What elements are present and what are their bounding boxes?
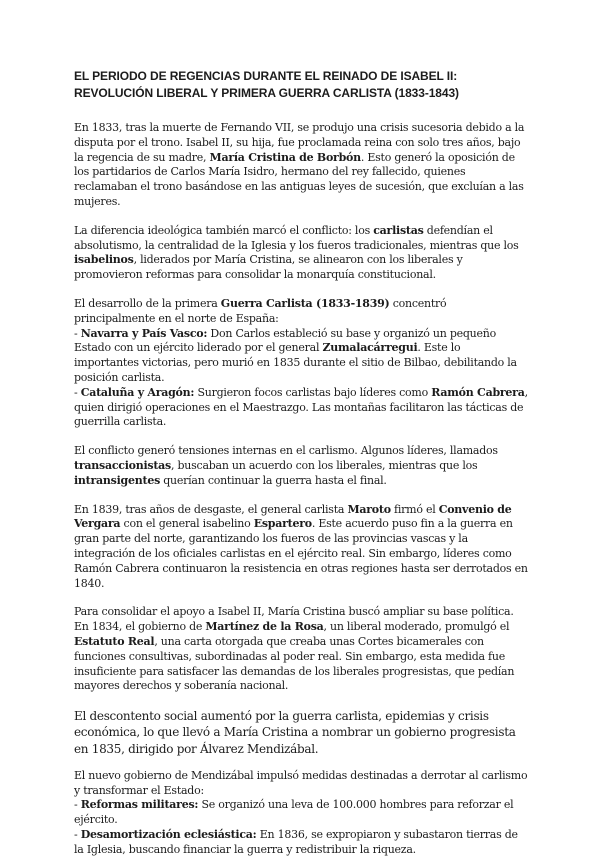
bold-term: transaccionistas xyxy=(74,458,172,472)
text-run: con el general isabelino xyxy=(120,517,254,531)
text-run: En 1839, tras años de desgaste, el general carlista xyxy=(74,502,348,516)
bold-term: Maroto xyxy=(347,502,391,516)
paragraph-convenio-vergara xyxy=(74,503,528,592)
bold-term: María Cristina de Borbón xyxy=(209,150,361,164)
bold-term: Reformas militares: xyxy=(80,798,199,812)
text-run: . Este acuerdo puso fin a la guerra en gran parte del norte, garantizando los fueros de las provincias vascas y la integración de los oficiales carlistas en el ejército real. Sin embargo, líderes como Ramón Cabrera continuaron la resistencia en otras regiones hasta ser derrotados en 1840. xyxy=(74,517,528,590)
text-run: En 1833, tras la muerte de Fernando VII, se produjo una crisis sucesoria debido a la disputa por el trono. Isabel II, su hija, fue proclamada reina con solo tres años, bajo la regencia de su madre, xyxy=(74,121,525,164)
bold-term: Espartero xyxy=(253,517,312,531)
bold-term: Martínez de la Rosa xyxy=(205,620,324,634)
list-dash: - xyxy=(74,326,81,340)
bold-term: Convenio de Vergara xyxy=(74,502,512,531)
text-run: querían continuar la guerra hasta el final. xyxy=(160,473,387,487)
text-run: . Este lo importantes victorias, pero murió en 1835 durante el sitio de Bilbao, debilitando la posición carlista. xyxy=(74,341,517,384)
text-run: Surgieron focos carlistas bajo líderes como xyxy=(194,385,432,399)
bold-term: Desamortización eclesiástica: xyxy=(80,827,257,841)
paragraph-tensiones-internas xyxy=(74,444,528,488)
bold-term: carlistas xyxy=(373,223,424,237)
bold-term: Navarra y País Vasco: xyxy=(80,326,208,340)
text-run: , quien dirigió operaciones en el Maestrazgo. Las montañas facilitaron las tácticas de guerrilla carlista. xyxy=(74,385,528,429)
text-run: Don Carlos estableció su base y organizó un pequeño Estado con un ejército liderado por el general xyxy=(74,326,496,355)
text-run: . Esto generó la oposición de los partidarios de Carlos María Isidro, hermano del rey fallecido, quienes reclamaban el trono basándose en las antiguas leyes de sucesión, que excluían a las mujeres. xyxy=(74,150,524,208)
paragraph-crisis-sucesoria xyxy=(74,121,528,210)
bold-term: isabelinos xyxy=(74,253,134,267)
text-run: concentró principalmente en el norte de España: xyxy=(74,296,447,325)
text-run: Se organizó una leva de 100.000 hombres para reforzar el ejército. xyxy=(74,798,514,827)
text-run: , liderados por María Cristina, se alinearon con los liberales y promovieron reformas para consolidar la monarquía constitucional. xyxy=(74,253,463,282)
list-dash: - xyxy=(74,385,81,399)
text-run: El nuevo gobierno de Mendizábal impulsó medidas destinadas a derrotar al carlismo y transformar el Estado: xyxy=(74,768,528,797)
text-run: El desarrollo de la primera xyxy=(74,296,221,310)
bold-term: Guerra Carlista (1833-1839) xyxy=(220,296,390,310)
bold-term: intransigentes xyxy=(74,473,161,487)
text-run: , un liberal moderado, promulgó el xyxy=(323,620,510,634)
text-run: , una carta otorgada que creaba unas Cortes bicamerales con funciones consultivas, subordinadas al poder real. Sin embargo, esta medida fue insuficiente para satisfacer las demandas de los liberales progresistas, que pedían mayores derechos y soberanía nacional. xyxy=(74,634,515,693)
text-run: El descontento social aumentó por la guerra carlista, epidemias y crisis económica, lo que llevó a María Cristina a nombrar un gobierno progresista en 1835, dirigido por Álvarez Mendizábal. xyxy=(74,709,516,756)
bold-term: Ramón Cabrera xyxy=(431,385,525,399)
bold-term: Estatuto Real xyxy=(74,634,155,648)
title-line-2: REVOLUCIÓN LIBERAL Y PRIMERA GUERRA CARLISTA (1833-1843) xyxy=(74,85,459,100)
paragraph-desarrollo-guerra xyxy=(74,297,528,430)
bold-term: Zumalacárregui xyxy=(322,341,418,355)
title-line-1: EL PERIODO DE REGENCIAS DURANTE EL REINADO DE ISABEL II: xyxy=(74,69,458,83)
paragraph-estatuto-real xyxy=(74,605,528,694)
paragraph-diferencia-ideologica xyxy=(74,224,528,283)
list-dash: - xyxy=(74,798,81,812)
text-run: firmó el xyxy=(390,502,439,516)
text-run: defendían el absolutismo, la centralidad de la Iglesia y los fueros tradicionales, mientras que los xyxy=(74,223,519,252)
paragraph-descontento-social xyxy=(74,708,528,757)
text-run: Para consolidar el apoyo a Isabel II, María Cristina buscó ampliar su base política. En 1834, el gobierno de xyxy=(74,605,514,634)
list-dash: - xyxy=(74,827,81,841)
paragraph-gobierno-mendizabal xyxy=(74,769,528,857)
document-title xyxy=(74,68,528,101)
text-run: , buscaban un acuerdo con los liberales, mientras que los xyxy=(171,458,478,472)
text-run: La diferencia ideológica también marcó el conflicto: los xyxy=(74,223,374,237)
text-run: En 1836, se expropiaron y subastaron tierras de la Iglesia, buscando financiar la guerra y redistribuir la riqueza. xyxy=(74,827,518,856)
text-run: El conflicto generó tensiones internas en el carlismo. Algunos líderes, llamados xyxy=(74,444,498,458)
bold-term: Cataluña y Aragón: xyxy=(80,385,195,399)
